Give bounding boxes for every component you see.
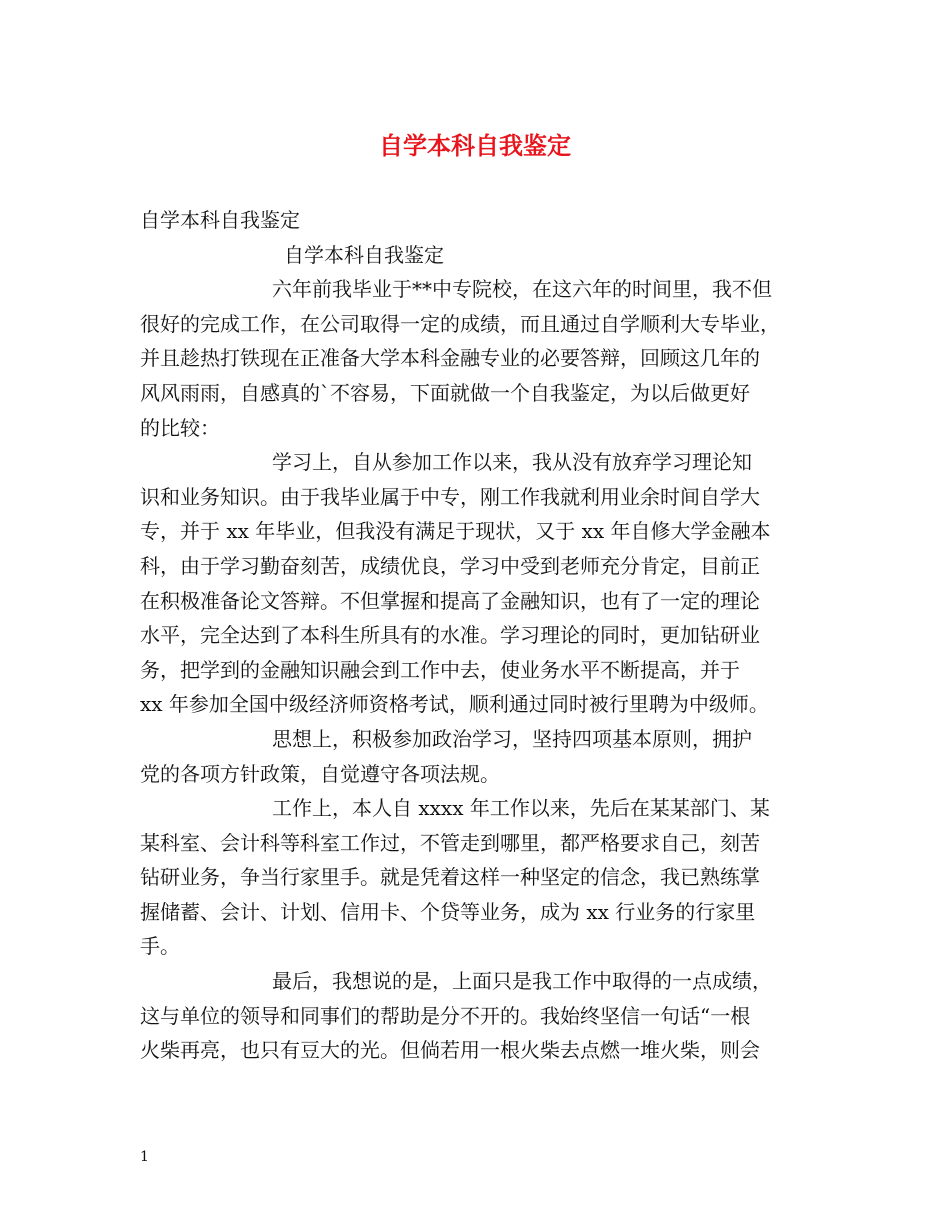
- body-line: 并且趁热打铁现在正准备大学本科金融专业的必要答辩，回顾这几年的: [140, 346, 760, 371]
- body-line: 六年前我毕业于**中专院校，在这六年的时间里，我不但: [272, 277, 772, 302]
- body-line: 钻研业务，争当行家里手。就是凭着这样一种坚定的信念，我已熟练掌: [140, 865, 760, 890]
- body-line: 务，把学到的金融知识融会到工作中去，使业务水平不断提高，并于: [140, 657, 740, 682]
- body-line: 科，由于学习勤奋刻苦，成绩优良，学习中受到老师充分肯定，目前正: [140, 553, 760, 578]
- document-body: [140, 203, 812, 1068]
- body-line: 最后，我想说的是，上面只是我工作中取得的一点成绩，: [272, 969, 772, 994]
- body-line-subheading: 自学本科自我鉴定: [284, 242, 444, 267]
- body-line: 识和业务知识。由于我毕业属于中专，刚工作我就利用业余时间自学大: [140, 484, 760, 509]
- body-line: 工作上，本人自 xxxx 年工作以来，先后在某某部门、某: [272, 796, 770, 821]
- body-line: 握储蓄、会计、计划、信用卡、个贷等业务，成为 xx 行业务的行家里: [140, 899, 756, 924]
- body-line: xx 年参加全国中级经济师资格考试，顺利通过同时被行里聘为中级师。: [140, 692, 769, 717]
- body-line: 学习上，自从参加工作以来，我从没有放弃学习理论知: [272, 450, 752, 475]
- body-line: 思想上，积极参加政治学习，坚持四项基本原则，拥护: [272, 726, 752, 751]
- body-line: 某科室、会计科等科室工作过，不管走到哪里，都严格要求自己，刻苦: [140, 830, 760, 855]
- page-number: 1: [140, 1149, 149, 1165]
- body-line-heading: 自学本科自我鉴定: [140, 208, 300, 232]
- body-line: 风风雨雨，自感真的`不容易，下面就做一个自我鉴定，为以后做更好: [140, 380, 750, 405]
- body-line: 水平，完全达到了本科生所具有的水准。学习理论的同时，更加钻研业: [140, 623, 760, 648]
- body-line: 这与单位的领导和同事们的帮助是分不开的。我始终坚信一句话“一根: [140, 1003, 751, 1028]
- document-title: 自学本科自我鉴定: [379, 131, 571, 160]
- body-line: 党的各项方针政策，自觉遵守各项法规。: [140, 761, 500, 786]
- body-line: 专，并于 xx 年毕业，但我没有满足于现状，又于 xx 年自修大学金融本: [140, 519, 771, 544]
- body-line: 的比较：: [140, 415, 220, 440]
- body-line: 火柴再亮，也只有豆大的光。但倘若用一根火柴去点燃一堆火柴，则会: [140, 1038, 760, 1063]
- body-line: 在积极准备论文答辩。不但掌握和提高了金融知识，也有了一定的理论: [140, 588, 760, 613]
- body-line: 很好的完成工作，在公司取得一定的成绩，而且通过自学顺利大专毕业，: [140, 311, 780, 336]
- body-line: 手。: [140, 934, 180, 959]
